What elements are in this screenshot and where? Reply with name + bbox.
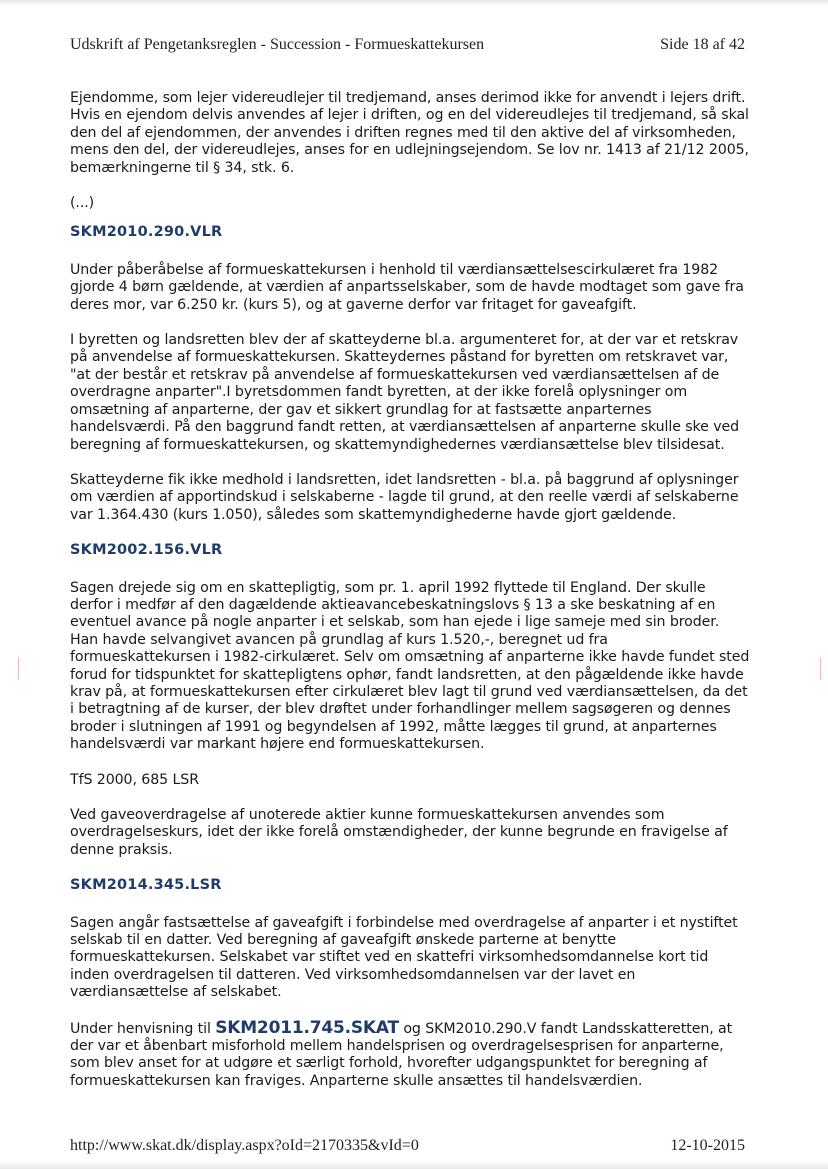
bottom-edge-shade	[0, 1161, 828, 1169]
paragraph: Sagen drejede sig om en skattepligtig, som pr. 1. april 1992 flyttede til England. Der skulle derfor i medfør af den dagældende aktieavancebeskatningslovs § 13 a ske beskatning af en eventuel avance på nogle anparter i et selskab, som han ejede i lige sameje med sin broder. Han havde selvangivet avancen på grundlag af kurs 1.520,-, beregnet ud fra formueskattekursen i 1982-cirkulæret. Selv om omsætning af anparterne ikke havde fundet sted forud for tidspunktet for skattepligtens ophør, fandt landsretten, at den pågældende ikke havde krav på, at formueskattekursen efter cirkulæret blev lagt til grund ved værdiansættelsen, da det i betragtning af de kurser, der blev drøftet under forhandlinger mellem sagsøgeren og dennes broder i slutningen af 1991 og begyndelsen af 1992, måtte lægges til grund, at anparternes handelsværdi var markant højere end formueskattekursen.	[70, 579, 750, 753]
top-edge-shade	[0, 0, 828, 6]
paragraph: TfS 2000, 685 LSR	[70, 771, 199, 788]
case-heading-skm2002-156: SKM2002.156.VLR	[70, 542, 223, 559]
footer-date: 12-10-2015	[670, 1137, 745, 1154]
paragraph: Under påberåbelse af formueskattekursen i henhold til værdiansættelsescirkulæret fra 1982 gjorde 4 børn gældende, at værdien af anpartsselskaber, som de havde modtaget som gave fra deres mor, var 6.250 kr. (kurs 5), og at gaverne derfor var fritaget for gaveafgift.	[70, 261, 744, 313]
paragraph: Sagen angår fastsættelse af gaveafgift i forbindelse med overdragelse af anparter i et nystiftet selskab til en datter. Ved beregning af gaveafgift ønskede parterne at benytte formueskattekursen. Selskabet var stiftet ved en skattefri virksomhedsomdannelse kort tid inden overdragelsen til datteren. Ved virksomhedsomdannelsen var der lavet en værdiansættelse af selskabet.	[70, 914, 738, 1001]
paragraph	[70, 1017, 750, 1091]
case-heading-skm2014-345: SKM2014.345.LSR	[70, 877, 222, 894]
paragraph: Ejendomme, som lejer videreudlejer til tredjemand, anses derimod ikke for anvendt i lejers drift. Hvis en ejendom delvis anvendes af lejer i driften, og en del videreudlejes til tredjemand, så skal den del af ejendommen, der anvendes i driften regnes med til den aktive del af virksomheden, mens den del, der videreudlejes, anses for en udlejningsejendom. Se lov nr. 1413 af 21/12 2005, bemærkningerne til § 34, stk. 6.	[70, 90, 749, 176]
document-body	[70, 90, 750, 1108]
reference-link-skm2011-745[interactable]: SKM2011.745.SKAT	[215, 1017, 399, 1038]
paragraph-text: Under henvisning til	[70, 1020, 216, 1037]
page-footer	[70, 1137, 745, 1155]
right-margin-mark	[820, 658, 821, 680]
footer-url: http://www.skat.dk/display.aspx?oId=2170335&vId=0	[70, 1137, 419, 1154]
paragraph: Ved gaveoverdragelse af unoterede aktier kunne formueskattekursen anvendes som overdragelseskurs, idet der ikke forelå omstændigheder, der kunne begrunde en fravigelse af denne praksis.	[70, 807, 728, 858]
ellipsis: (...)	[70, 195, 95, 212]
left-margin-mark	[18, 658, 19, 680]
header-title: Udskrift af Pengetanksreglen - Succession - Formueskattekursen	[70, 36, 485, 53]
paragraph: Skatteyderne fik ikke medhold i landsretten, idet landsretten - bl.a. på baggrund af oplysninger om værdien af apportindskud i selskaberne - lagde til grund, at den reelle værdi af selskaberne var 1.364.430 (kurs 1.050), således som skattemyndighederne havde gjort gældende.	[70, 471, 739, 523]
paragraph-text: og SKM2010.290.V fandt Landsskatteretten, at der var et åbenbart misforhold mellem handelsprisen og overdragelsesprisen for anparterne, som blev anset for at udgøre et særligt forhold, hvorefter udgangspunktet for beregning af formueskattekursen kan fraviges. Anparterne skulle ansættes til handelsværdien.	[70, 1020, 733, 1089]
case-heading-skm2010-290: SKM2010.290.VLR	[70, 224, 223, 241]
page-header	[70, 36, 745, 54]
page-number: Side 18 af 42	[660, 36, 745, 53]
paragraph: I byretten og landsretten blev der af skatteyderne bl.a. argumenteret for, at der var et retskrav på anvendelse af formueskattekursen. Skatteydernes påstand for byretten om retskravet var, "at der består et retskrav på anvendelse af formueskattekursen ved værdiansættelsen af de overdragne anparter".I byretsdommen fandt byretten, at der ikke forelå oplysninger om omsætning af anparterne, der gav et sikkert grundlag for at fastsætte anparternes handelsværdi. På den baggrund fandt retten, at værdiansættelsen af anparterne skulle ske ved beregning af formueskattekursen, og skattemyndighedernes værdiansættelse blev tilsidesat.	[70, 332, 740, 453]
